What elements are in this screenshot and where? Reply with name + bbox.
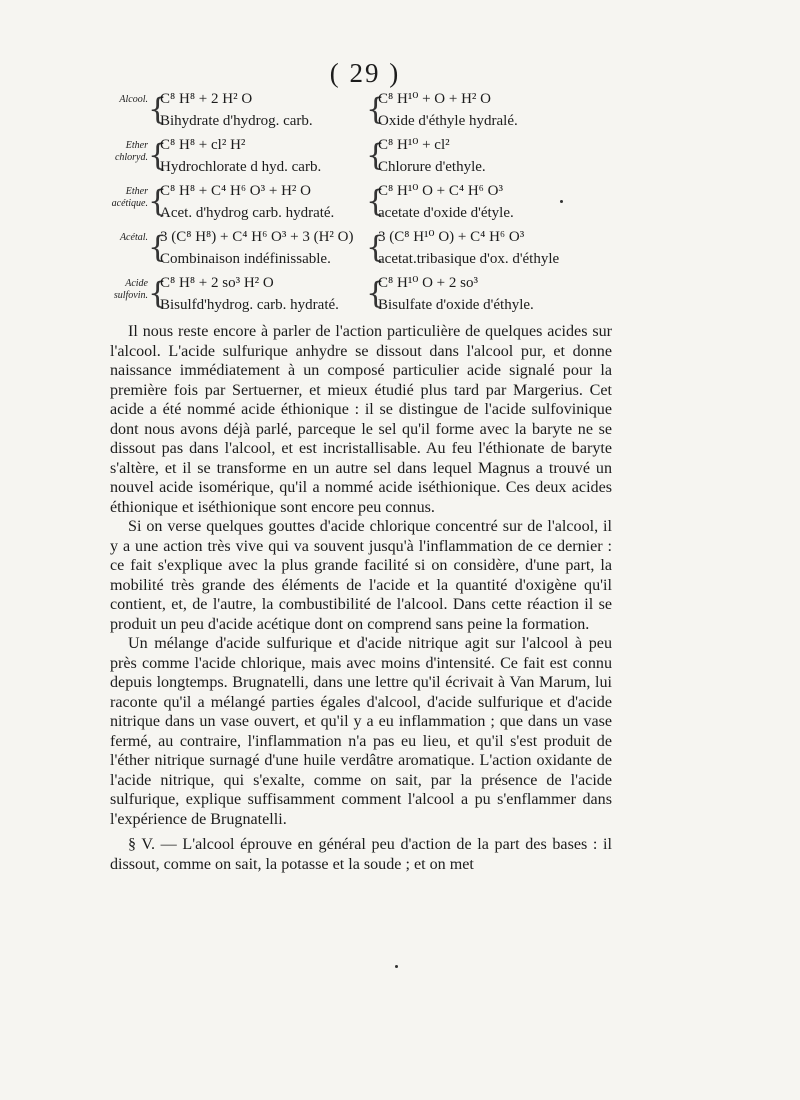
brace-left: { [148,138,168,173]
brace-right: { [366,92,386,127]
brace-right: { [366,184,386,219]
group-label: Acétal. [119,232,148,243]
formula-group-acetal [100,226,620,272]
right-formula: C⁸ H¹⁰ O + 2 so³ [378,275,478,291]
formula-table [100,88,620,318]
section-paragraph: § V. — L'alcool éprouve en général peu d'action de la part des bases : il dissout, comme on sait, la potasse et la soude ; et on met [110,836,612,873]
paragraph: Il nous reste encore à parler de l'action particulière de quelques acides sur l'alcool. L'acide sulfurique anhydre se dissout dans l'alcool pur, et donne naissance immédiatement à un composé particulier acide signalé pour la première fois par Sertuerner, et mieux étudié plus tard par Margerius. Cet acide a été nommé acide éthionique : il se distingue de l'acide sulfovinique dont nous avons déjà parlé, parceque le sel qu'il forme avec la baryte ne se dissout pas dans l'alcool, et est incristallisable. Au feu l'éthionate de baryte s'altère, et il se transforme en un autre sel dans lequel Magnus a trouvé un nouvel acide isomérique, qu'il a nommé acide iséthionique. Ces deux acides éthionique et iséthionique sont encore peu connus. [110,323,612,516]
formula-group-ether-chloryd [100,134,620,180]
left-formula: C⁸ H⁸ + cl² H² [160,137,246,153]
right-name: acetat.tribasique d'ox. d'éthyle [378,251,560,267]
brace-left: { [148,276,168,311]
paragraph: Si on verse quelques gouttes d'acide chlorique concentré sur de l'alcool, il y a une action très vive qui va souvent jusqu'à l'inflammation de ce dernier : ce fait s'explique avec la plus grande facilité si on considère, d'une part, la mobilité très grande des éléments de l'acide et la quantité d'oxigène qu'il contient, et, de l'autre, la combustibilité de l'alcool. Dans cette réaction il se produit un peu d'acide acétique dont on comprend sans peine la formation. [110,518,612,633]
right-formula: C⁸ H¹⁰ + cl² [378,137,450,153]
left-formula: C⁸ H⁸ + 2 so³ H² O [160,275,274,291]
formula-group-ether-acetique [100,180,620,226]
left-formula: 3 (C⁸ H⁸) + C⁴ H⁶ O³ + 3 (H² O) [160,229,354,245]
formula-group-acide-sulfovin [100,272,620,318]
brace-left: { [148,92,168,127]
group-label: Alcool. [119,94,148,105]
left-name: Bihydrate d'hydrog. carb. [160,113,313,129]
page-number: ( 29 ) [329,58,401,88]
brace-left: { [148,184,168,219]
right-formula: C⁸ H¹⁰ O + C⁴ H⁶ O³ [378,183,503,199]
speck [395,965,398,968]
left-formula: C⁸ H⁸ + C⁴ H⁶ O³ + H² O [160,183,312,199]
left-name: Acet. d'hydrog carb. hydraté. [160,205,335,221]
left-name: Combinaison indéfinissable. [160,251,331,267]
formula-group-alcool [100,88,620,134]
right-name: Oxide d'éthyle hydralé. [378,113,518,129]
right-name: Chlorure d'ethyle. [378,159,486,175]
group-label: Ether chloryd. [114,140,148,163]
left-formula: C⁸ H⁸ + 2 H² O [160,91,253,107]
brace-right: { [366,276,386,311]
right-name: Bisulfate d'oxide d'éthyle. [378,297,534,313]
paragraph: Un mélange d'acide sulfurique et d'acide nitrique agit sur l'alcool à peu près comme l'acide chlorique, mais avec moins d'intensité. Ce fait est connu depuis longtemps. Brugnatelli, dans une lettre qu'il écrivait à Van Marum, lui raconte qu'il a mélangé parties égales d'alcool, d'acide sulfurique et d'acide nitrique dans un vase ouvert, et qu'il y a eu inflammation ; que dans un vase fermé, au contraire, l'inflammation n'a pas eu lieu, et qu'il s'est produit de l'éther nitrique surnagé d'une huile verdâtre aromatique. L'action oxidante de l'acide nitrique, qui s'exalte, comme on sait, par la présence de l'acide sulfurique, explique suffisamment comment l'alcool a pu s'enflammer dans l'expérience de Brugnatelli. [110,635,612,828]
left-name: Bisulfd'hydrog. carb. hydraté. [160,297,339,313]
right-name: acetate d'oxide d'étyle. [378,205,514,221]
speck [560,200,563,203]
brace-right: { [366,138,386,173]
brace-left: { [148,230,168,265]
brace-right: { [366,230,386,265]
body-text [110,322,612,874]
group-label: Ether acétique. [111,186,148,209]
group-label: Acide sulfovin. [113,278,148,301]
left-name: Hydrochlorate d hyd. carb. [160,159,322,175]
right-formula: C⁸ H¹⁰ + O + H² O [378,91,491,107]
right-formula: 3 (C⁸ H¹⁰ O) + C⁴ H⁶ O³ [378,229,525,245]
